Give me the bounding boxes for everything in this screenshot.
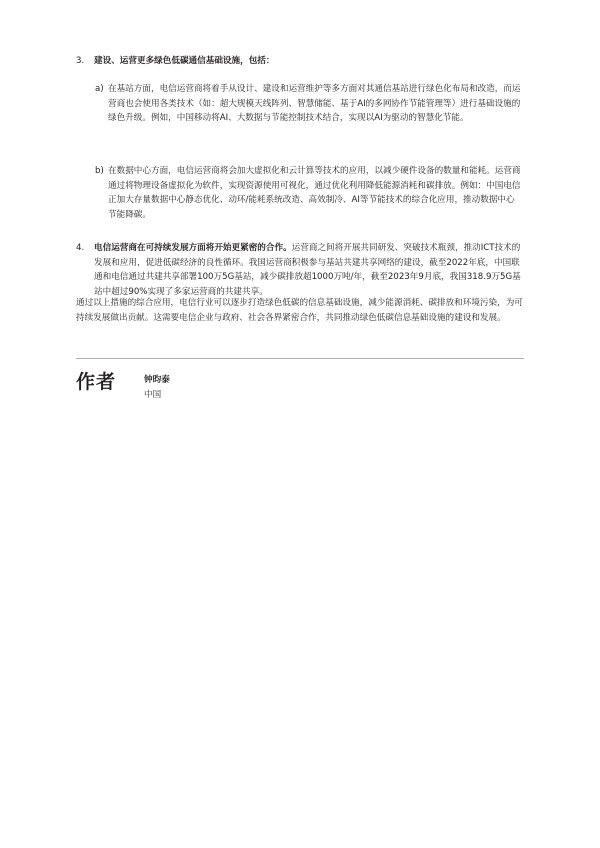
sub-item-a xyxy=(95,82,523,126)
section-divider xyxy=(76,358,524,359)
list-item-number: 4. xyxy=(76,243,85,253)
author-name: 钟昀泰 xyxy=(144,375,170,385)
list-item-4 xyxy=(76,241,526,299)
list-item-heading: 建设、运营更多绿色低碳通信基础设施，包括： xyxy=(94,56,275,66)
list-item-3 xyxy=(76,54,526,69)
sub-item-text: 在基站方面，电信运营商将着手从设计、建设和运营维护等多方面对其通信基站进行绿色化布局和改造，而运营商也会使用各类技术（如：超大规模天线阵列、智慧储能、基于AI的多网协作节能管理等）进行基础设施的绿色升级。例如，中国移动将AI、大数据与节能控制技术结合，实现以AI为驱动的智慧化节能。 xyxy=(108,84,521,123)
sub-item-letter: a) xyxy=(95,84,104,94)
list-item-number: 3. xyxy=(76,56,85,66)
sub-item-letter: b) xyxy=(95,166,104,176)
author-heading: 作者 xyxy=(76,371,117,393)
author-country: 中国 xyxy=(144,390,162,400)
list-item-text: 运营商之间将开展共同研发、突破技术瓶颈，推动ICT技术的发展和应用，促进低碳经济的良性循环。我国运营商积极参与基站共建共享网络的建设，截至2022年底，中国联通和电信通过共建共享部署100万5G基站，减少碳排放超1000万吨/年，截至2023年9月底，我国318.9万5G基站中超过90%实现了多家运营商的共建共享。 xyxy=(94,243,521,297)
list-item-heading: 电信运营商在可持续发展方面将开始更紧密的合作。 xyxy=(94,243,292,253)
sub-item-b xyxy=(95,164,523,222)
conclusion-paragraph: 通过以上措施的综合应用，电信行业可以逐步打造绿色低碳的信息基础设施，减少能源消耗、碳排放和环境污染，为可持续发展做出贡献。这需要电信企业与政府、社会各界紧密合作，共同推动绿色低碳信息基础设施的建设和发展。 xyxy=(76,298,523,323)
sub-item-text: 在数据中心方面，电信运营商将会加大虚拟化和云计算等技术的应用，以减少硬件设备的数量和能耗。运营商通过将物理设备虚拟化为软件，实现资源使用可视化，通过优化利用降低能源消耗和碳排放。例如：中国电信正加大存量数据中心静态优化、动环/能耗系统改造、高效制冷、AI等节能技术的综合化应用，推动数据中心节能降碳。 xyxy=(108,166,521,220)
